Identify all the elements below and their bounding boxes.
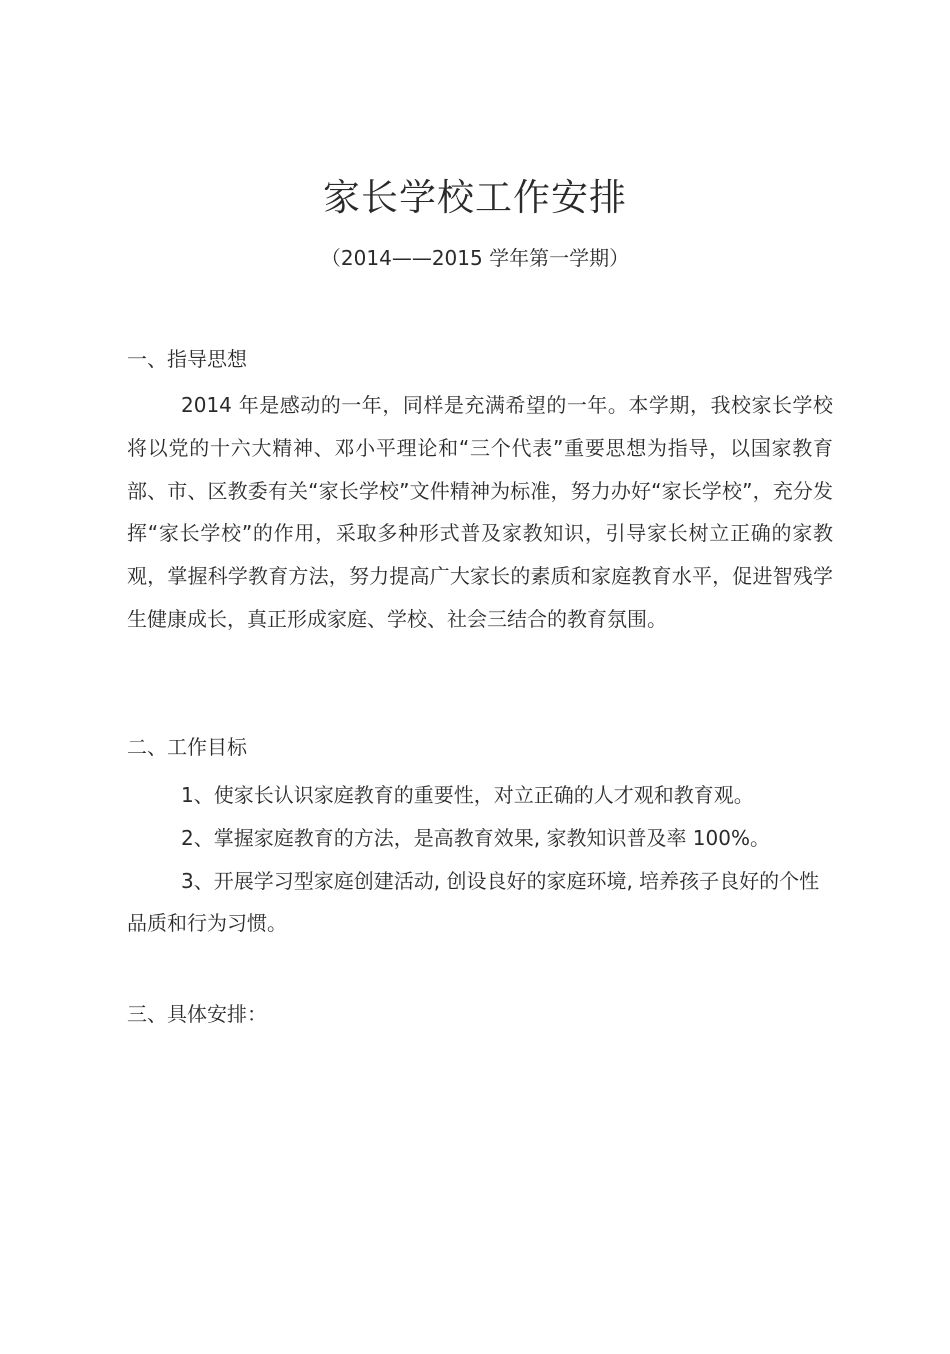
document-subtitle: （2014——2015 学年第一学期）	[320, 246, 630, 270]
document-title: 家长学校工作安排	[323, 176, 627, 219]
goal-item-2: 2、掌握家庭教育的方法，是高教育效果, 家教知识普及率 100%。	[181, 826, 770, 850]
goal-item-1: 1、使家长认识家庭教育的重要性，对立正确的人才观和教育观。	[181, 783, 754, 807]
section-heading-guiding-ideology: 一、指导思想	[127, 347, 247, 371]
section-heading-work-goals: 二、工作目标	[127, 735, 247, 759]
section-heading-specific-arrangements: 三、具体安排：	[127, 1002, 267, 1026]
section-paragraph-guiding-ideology: 2014 年是感动的一年，同样是充满希望的一年。本学期，我校家长学校将以党的十六大精神、邓小平理论和“三个代表”重要思想为指导，以国家教育部、市、区教委有关“家长学校”文件精神为标准，努力办好“家长学校”，充分发挥“家长学校”的作用，采取多种形式普及家教知识，引导家长树立正确的家教观，掌握科学教育方法，努力提高广大家长的素质和家庭教育水平，促进智残学生健康成长，真正形成家庭、学校、社会三结合的教育氛围。	[127, 393, 833, 631]
goal-item-3: 3、开展学习型家庭创建活动, 创设良好的家庭环境, 培养孩子良好的个性品质和行为习惯。	[127, 869, 820, 935]
